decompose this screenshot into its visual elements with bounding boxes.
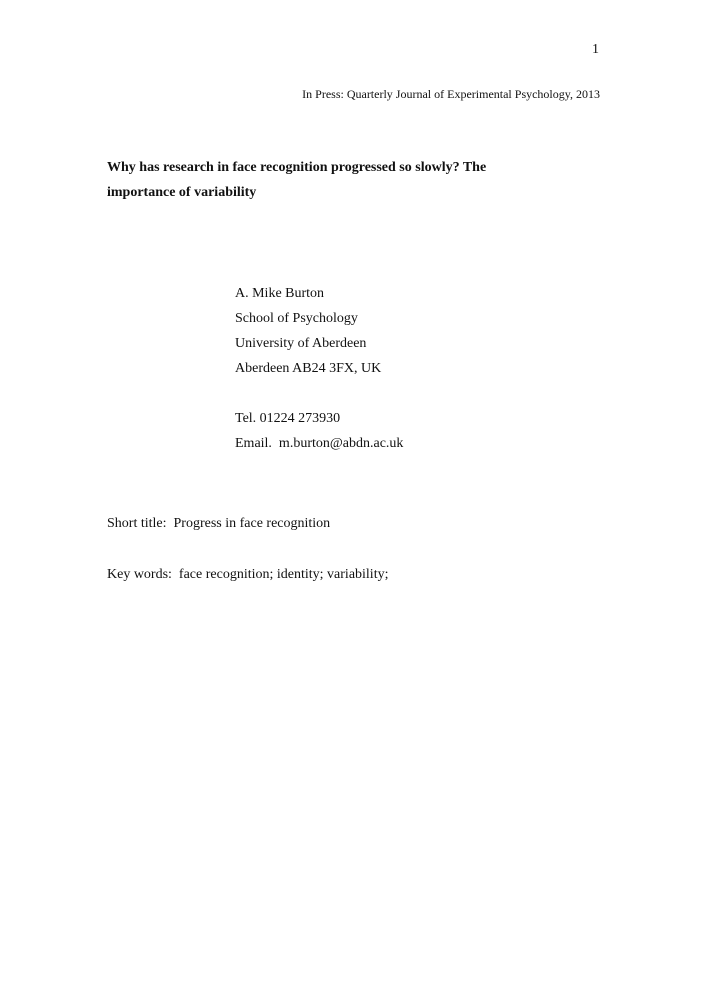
author-department: School of Psychology <box>235 311 358 326</box>
page-number: 1 <box>592 42 599 57</box>
paper-title <box>107 155 577 205</box>
title-line-1: Why has research in face recognition progressed so slowly? The <box>107 160 487 175</box>
author-block <box>235 281 403 456</box>
author-institution: University of Aberdeen <box>235 336 367 351</box>
key-words: Key words: face recognition; identity; variability; <box>107 567 389 582</box>
short-title: Short title: Progress in face recognition <box>107 516 331 531</box>
author-email: Email. m.burton@abdn.ac.uk <box>235 436 404 451</box>
author-address: Aberdeen AB24 3FX, UK <box>235 361 382 376</box>
title-line-2: importance of variability <box>107 185 257 200</box>
author-telephone: Tel. 01224 273930 <box>235 411 341 426</box>
running-header: In Press: Quarterly Journal of Experimental Psychology, 2013 <box>302 87 600 101</box>
author-name: A. Mike Burton <box>235 286 325 301</box>
spacer <box>235 381 403 406</box>
